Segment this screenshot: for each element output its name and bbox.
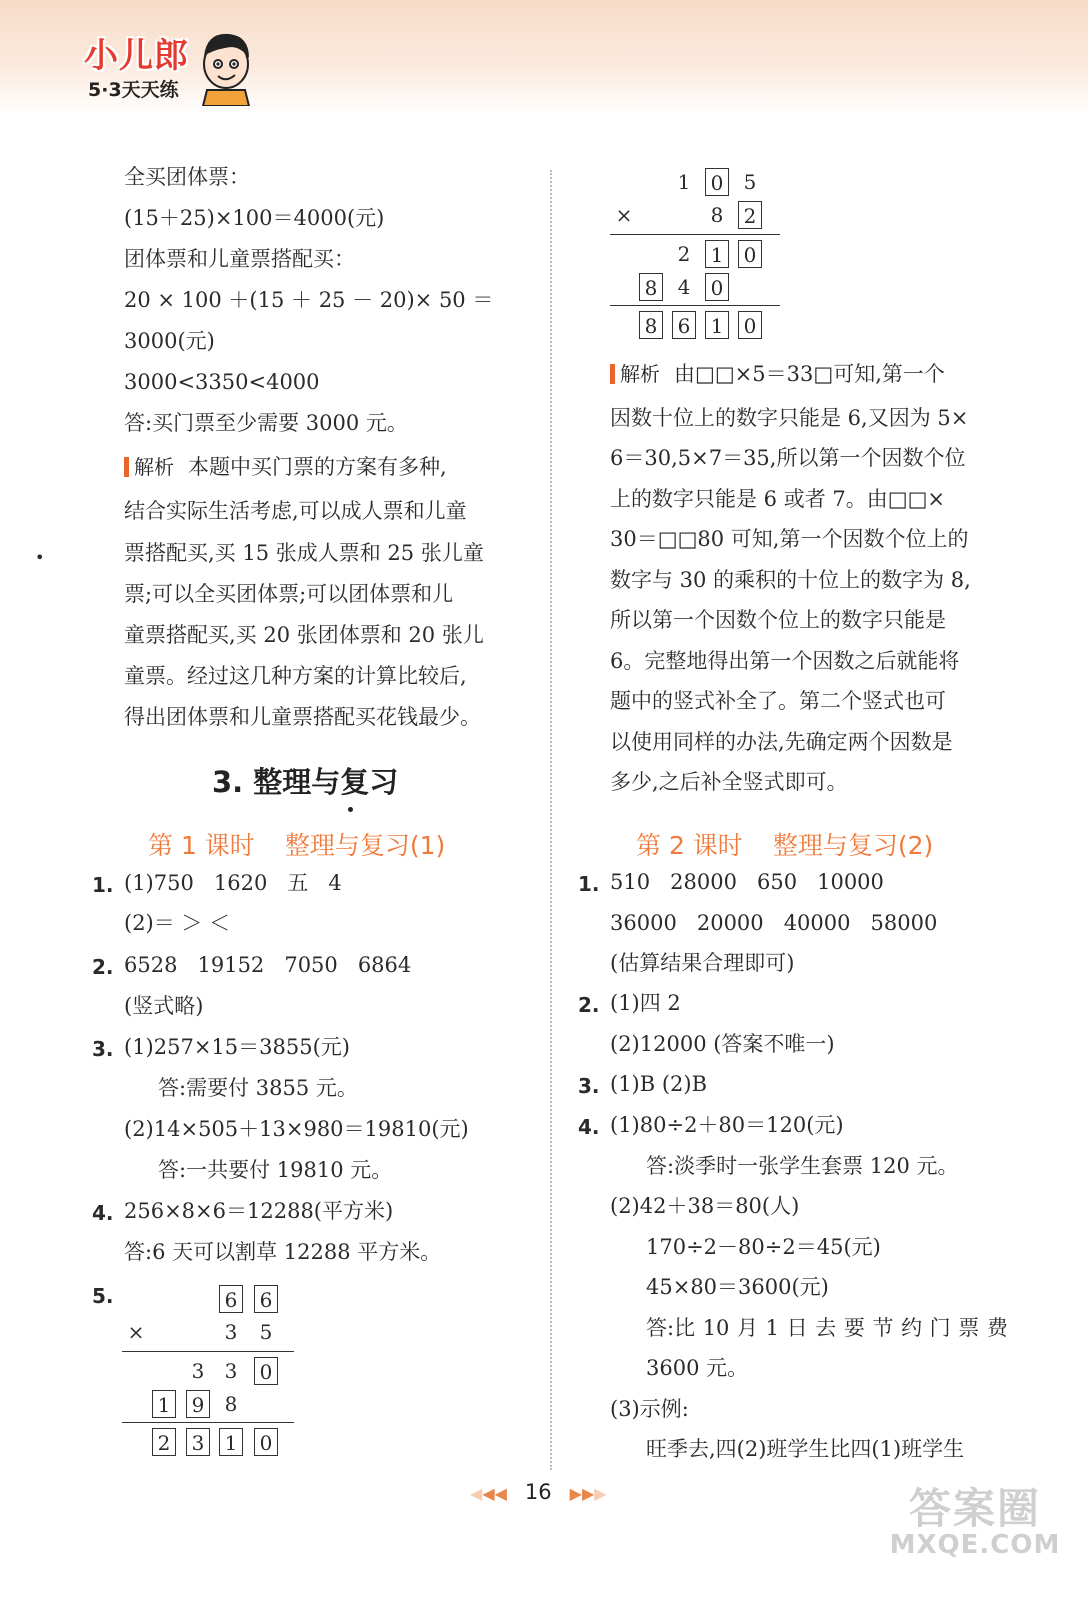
r-q4-2-answer: 答:比 10 月 1 日 去 要 节 约 门 票 费 [646,1316,1008,1340]
vm-digit: 8 [710,203,724,227]
r-q1-row2: 36000 20000 40000 58000 [610,911,938,935]
column-divider [550,170,552,1470]
vm-digit: 5 [743,170,757,194]
vm-digit-box: 9 [186,1390,210,1418]
lesson-2-heading: 第 2 课时 整理与复习(2) [636,831,934,860]
r-q3-number: 3. [578,1074,600,1098]
vm-digit-box: 0 [738,311,762,339]
r-q2-number: 2. [578,993,600,1017]
r-q4-2: (2)42＋38＝80(人) [610,1194,800,1218]
vm-digit-box: 1 [152,1390,176,1418]
left-line-1: 全买团体票： [124,165,250,189]
vm-digit-box: 3 [186,1428,210,1456]
left-analysis-line-4: 票;可以全买团体票;可以团体票和儿 [124,582,454,606]
r-q1-row1: 510 28000 650 10000 [610,870,884,894]
r-q4-1-answer: 答:淡季时一张学生套票 120 元。 [646,1154,959,1178]
right-analysis-line-2: 因数十位上的数字只能是 6,又因为 5× [610,406,969,430]
left-analysis-line-7: 得出团体票和儿童票搭配买花钱最少。 [124,705,481,729]
l-q3-2-answer: 答:一共要付 19810 元。 [158,1158,393,1182]
page-number: 16 [524,1480,552,1504]
left-analysis-line-2: 结合实际生活考虑,可以成人票和儿童 [124,499,467,523]
r-q4-number: 4. [578,1115,600,1139]
right-analysis-line-5: 30＝□□80 可知,第一个因数个位上的 [610,527,969,551]
left-line-3: 团体票和儿童票搭配买： [124,247,355,271]
l-q2-note: (竖式略) [124,994,204,1018]
q4-number: 4. [92,1201,114,1225]
stray-dot: • [35,548,45,567]
vm-times-sign: × [127,1320,145,1344]
l-q2-values: 6528 19152 7050 6864 [124,953,412,977]
arrow-left-icon: ◀ [470,1484,483,1503]
l-q3-2: (2)14×505＋13×980＝19810(元) [124,1117,469,1141]
vm-digit: 3 [224,1320,238,1344]
vm-digit-box: 8 [639,311,663,339]
r-q4-1: (1)80÷2＋80＝120(元) [610,1113,844,1137]
l-q3-1: (1)257×15＝3855(元) [124,1035,350,1059]
q5-number: 5. [92,1284,114,1308]
analysis-tag: 解析 [610,364,660,384]
vm-digit: 4 [677,275,691,299]
left-line-5: 3000(元) [124,329,215,353]
brand-name: 小儿郎 [84,36,189,76]
vm-digit-box: 1 [705,311,729,339]
vm-digit-box: 0 [705,168,729,196]
vm-digit-box: 0 [738,240,762,268]
vm-rule [610,305,780,306]
r-q2-1: (1)四 2 [610,991,681,1015]
vm-digit: 3 [224,1359,238,1383]
r-q4-2-answer-cont: 3600 元。 [646,1356,749,1380]
vm-digit-box: 2 [738,201,762,229]
section-title: 3. 整理与复习 [212,765,399,799]
right-analysis-line-1: 解析 由□□×5＝33□可知,第一个 [610,364,945,385]
vm-digit: 2 [677,242,691,266]
q2-number: 2. [92,955,114,979]
vm-digit-box: 2 [152,1428,176,1456]
arrow-right-icon: ▶▶ [569,1484,595,1503]
r-q1-note: (估算结果合理即可) [610,951,795,975]
left-analysis-line-3: 票搭配买,买 15 张成人票和 25 张儿童 [124,541,484,565]
vm-times-sign: × [615,203,633,227]
right-analysis-line-6: 数字与 30 的乘积的十位上的数字为 8, [610,568,971,592]
vm-rule [122,1422,294,1423]
left-line-2: (15＋25)×100＝4000(元) [124,206,385,230]
left-line-6: 3000<3350<4000 [124,370,320,394]
vm-digit: 8 [224,1392,238,1416]
vm-digit-box: 6 [254,1285,278,1313]
left-analysis-line-1: 解析 本题中买门票的方案有多种, [124,457,447,478]
analysis-tag: 解析 [124,457,174,477]
vm-digit: 1 [677,170,691,194]
right-analysis-line-10: 以使用同样的办法,先确定两个因数是 [610,730,953,754]
vm-digit-box: 1 [219,1428,243,1456]
l-q1-part1: (1)750 1620 五 4 [124,871,342,895]
r-q3: (1)B (2)B [610,1072,708,1096]
r-q4-2c: 45×80＝3600(元) [646,1275,829,1299]
right-analysis-line-7: 所以第一个因数个位上的数字只能是 [610,608,946,632]
right-analysis-line-11: 多少,之后补全竖式即可。 [610,770,848,794]
r-q2-2: (2)12000 (答案不唯一) [610,1032,835,1056]
page-number-bar [470,1480,607,1504]
vm-digit-box: 1 [705,240,729,268]
vm-digit-box: 0 [705,273,729,301]
r-q4-2b: 170÷2－80÷2＝45(元) [646,1235,881,1259]
left-analysis-line-5: 童票搭配买,买 20 张团体票和 20 张儿 [124,623,484,647]
right-analysis-line-4: 上的数字只能是 6 或者 7。由□□× [610,487,946,511]
l-q4-answer: 答:6 天可以割草 12288 平方米。 [124,1240,442,1264]
vm-digit-box: 0 [254,1428,278,1456]
right-analysis-line-8: 6。完整地得出第一个因数之后就能将 [610,649,960,673]
q1-number: 1. [92,873,114,897]
vm-digit-box: 0 [254,1357,278,1385]
vm-rule [122,1351,294,1352]
series-name: 5·3天天练 [88,79,179,101]
vm-digit-box: 6 [219,1285,243,1313]
arrow-left-icon: ◀◀ [482,1484,507,1503]
lesson-1-heading: 第 1 课时 整理与复习(1) [148,831,446,860]
vm-digit-box: 6 [672,311,696,339]
left-analysis-line-6: 童票。经过这几种方案的计算比较后, [124,664,467,688]
l-q1-part2: (2)＝ ＞ ＜ [124,911,231,935]
left-line-7: 答:买门票至少需要 3000 元。 [124,411,408,435]
mascot-boy-icon [195,28,257,106]
q3-number: 3. [92,1037,114,1061]
emphasis-dot [348,807,353,812]
vm-digit: 3 [191,1359,205,1383]
right-analysis-line-3: 6＝30,5×7＝35,所以第一个因数个位 [610,446,966,470]
vm-digit-box: 8 [639,273,663,301]
right-analysis-line-9: 题中的竖式补全了。第二个竖式也可 [610,689,946,713]
r-q4-3-example: 旺季去,四(2)班学生比四(1)班学生 [646,1437,965,1461]
vm-rule [610,234,780,235]
vm-digit: 5 [259,1320,273,1344]
watermark: 答案圈 MXQE.COM [889,1484,1061,1560]
brand-logo [84,28,189,102]
left-line-4: 20 × 100 ＋(15 ＋ 25 － 20)× 50 ＝ [124,288,494,312]
l-q3-1-answer: 答:需要付 3855 元。 [158,1076,358,1100]
r-q4-3: (3)示例: [610,1397,689,1421]
arrow-right-icon: ▶ [594,1484,607,1503]
r-q1-number: 1. [578,872,600,896]
l-q4: 256×8×6＝12288(平方米) [124,1199,394,1223]
